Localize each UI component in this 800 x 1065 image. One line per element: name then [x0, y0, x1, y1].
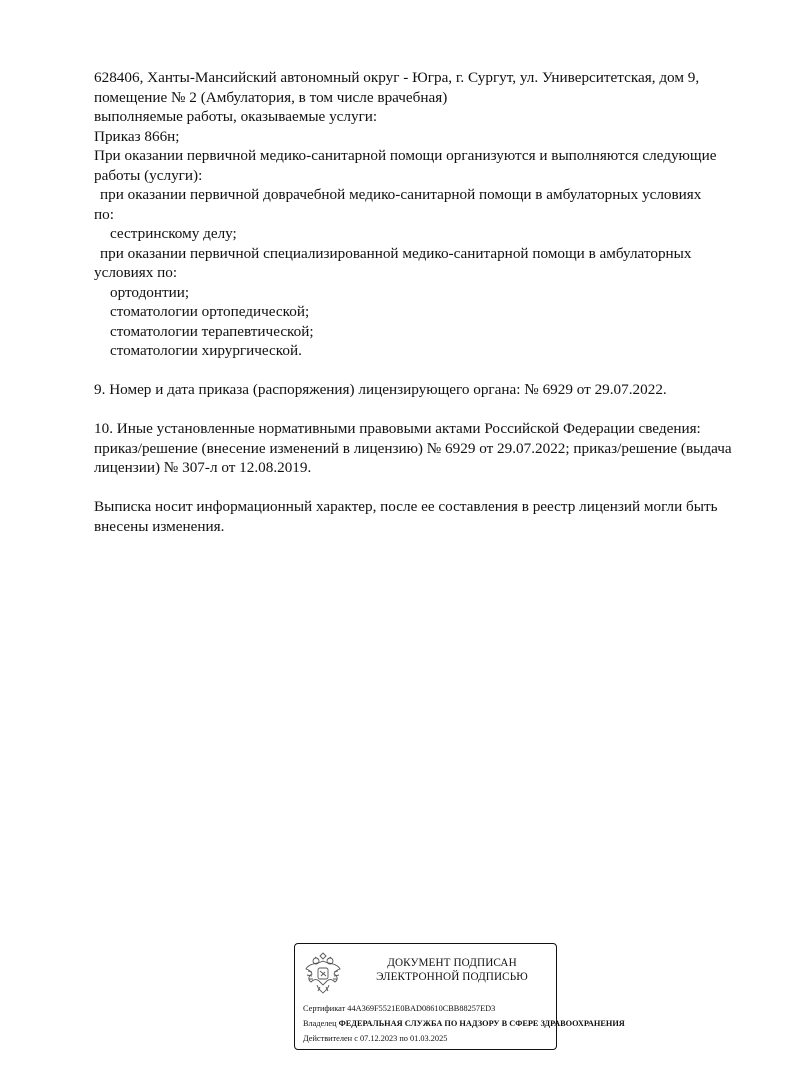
owner-value: ФЕДЕРАЛЬНАЯ СЛУЖБА ПО НАДЗОРУ В СФЕРЕ ЗДРАВООХРАНЕНИЯ [338, 1019, 625, 1028]
stamp-title-line-2: ЭЛЕКТРОННОЙ ПОДПИСЬЮ [376, 971, 528, 983]
electronic-signature-stamp [294, 943, 625, 1050]
services-intro-line-2: работы (услуги): [94, 166, 203, 184]
section-10-line-3: лицензии) № 307-л от 12.08.2019. [94, 459, 312, 476]
coat-of-arms-icon [303, 949, 343, 995]
section-10-line-2: приказ/решение (внесение изменений в лицензию) № 6929 от 29.07.2022; приказ/решение (выдача [94, 439, 732, 457]
stamp-title-line-1: ДОКУМЕНТ ПОДПИСАН [387, 957, 517, 969]
certificate-number: Сертификат 44A369F5521E0BAD08610CBB88257ED3 [303, 1004, 496, 1013]
notice-line-2: внесены изменения. [94, 517, 225, 535]
address-line-1: 628406, Ханты-Мансийский автономный округ - Югра, г. Сургут, ул. Университетская, дом 9, [94, 69, 700, 86]
service-item-nursing: сестринскому делу; [110, 225, 237, 242]
notice-line-1: Выписка носит информационный характер, после ее составления в реестр лицензий могли быть [94, 498, 718, 515]
service-item-orthopedic-dentistry: стоматологии ортопедической; [110, 303, 310, 320]
order-reference: Приказ 866н; [94, 127, 180, 145]
section-10-line-1: 10. Иные установленные нормативными правовыми актами Российской Федерации сведения: [94, 420, 701, 437]
service-item-surgical-dentistry: стоматологии хирургической. [110, 342, 302, 359]
service-item-therapeutic-dentistry: стоматологии терапевтической; [110, 322, 314, 340]
section-9-order-info: 9. Номер и дата приказа (распоряжения) лицензирующего органа: № 6929 от 29.07.2022. [94, 381, 667, 398]
owner-label: Владелец [303, 1019, 339, 1028]
specialized-care-line-1: при оказании первичной специализированной медико-санитарной помощи в амбулаторных [100, 244, 692, 262]
address-line-2: помещение № 2 (Амбулатория, в том числе врачебная) [94, 88, 448, 106]
certificate-validity: Действителен с 07.12.2023 по 01.03.2025 [303, 1034, 448, 1043]
prehospital-care-line-2: по: [94, 205, 114, 223]
specialized-care-line-2: условиях по: [94, 264, 178, 281]
certificate-owner [303, 1018, 625, 1029]
service-item-orthodontics: ортодонтии; [110, 283, 190, 301]
license-extract-body [94, 68, 774, 536]
services-intro-line-1: При оказании первичной медико-санитарной помощи организуются и выполняются следующие [94, 147, 717, 164]
services-heading: выполняемые работы, оказываемые услуги: [94, 108, 378, 125]
prehospital-care-line-1: при оказании первичной доврачебной медико-санитарной помощи в амбулаторных условиях [100, 186, 702, 203]
stamp-title [357, 956, 547, 984]
